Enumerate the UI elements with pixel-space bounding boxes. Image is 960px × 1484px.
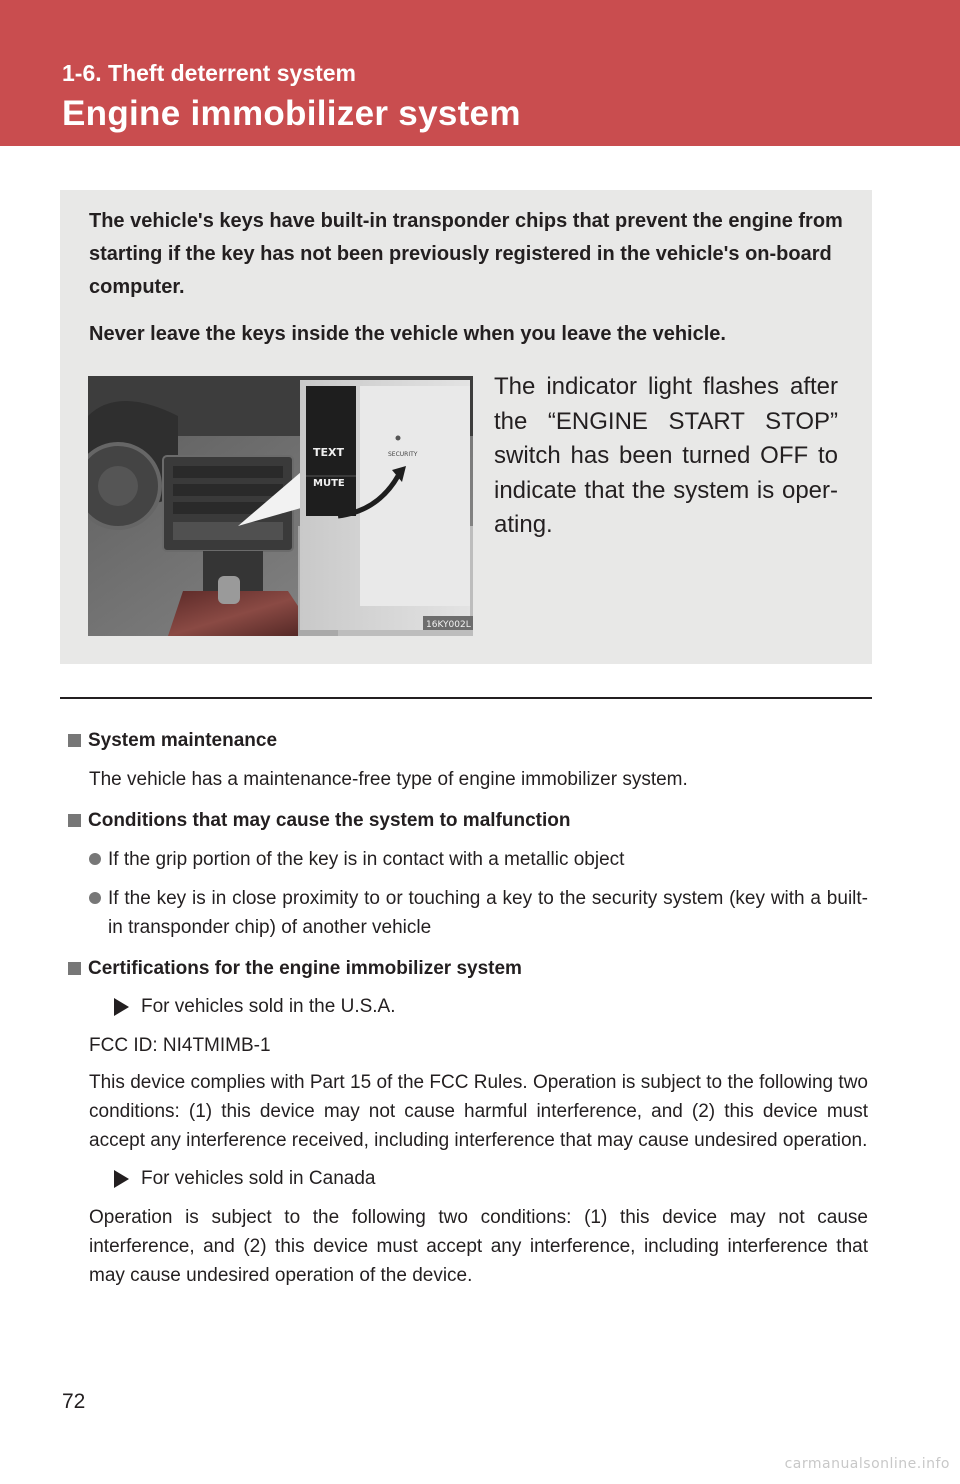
divider <box>60 697 872 699</box>
section-label: 1-6. Theft deterrent system <box>62 60 356 86</box>
page-number: 72 <box>62 1390 86 1413</box>
canada-compliance-text: Operation is subject to the following two conditions: (1) this device may not cause interference, and (2) this device must accept any interference, including interference that may cause undesired operation of the device. <box>89 1207 868 1286</box>
section-heading: System maintenance <box>88 730 278 751</box>
photo-label-text: TEXT <box>313 446 345 459</box>
indicator-caption: The indicator light flashes after the “ENGINE START STOP” switch has been turned OFF to indicate that the system is oper-ating. <box>494 373 838 538</box>
region-label: For vehicles sold in the U.S.A. <box>141 996 396 1017</box>
photo-code: 16KY002L <box>426 620 471 630</box>
list-item <box>89 845 868 874</box>
photo-label-security: SECURITY <box>388 451 418 458</box>
section-heading: Conditions that may cause the system to malfunction <box>88 810 571 831</box>
header-band <box>0 0 960 146</box>
section-heading: Certifications for the engine immobilizer system <box>88 958 522 979</box>
page-title: Engine immobilizer system <box>62 94 521 133</box>
arrow-right-icon <box>114 998 129 1016</box>
section-body: The vehicle has a maintenance-free type of engine immobilizer system. <box>89 769 688 790</box>
region-usa <box>114 992 868 1021</box>
region-label: For vehicles sold in Canada <box>141 1168 376 1189</box>
section-conditions <box>68 806 868 942</box>
list-item <box>89 884 868 942</box>
circle-bullet-icon <box>89 853 101 865</box>
content <box>68 726 868 1290</box>
section-certifications <box>68 954 868 1290</box>
region-canada <box>114 1164 868 1193</box>
watermark: carmanualsonline.info <box>784 1456 950 1472</box>
list-item-text: If the key is in close proximity to or touching a key to the security system (key with a built-in transponder chip) of another vehicle <box>108 888 868 938</box>
circle-bullet-icon <box>89 892 101 904</box>
intro-text: The vehicle's keys have built-in transponder chips that prevent the engine from starting if the key has not been previously registered in the vehicle's on-board computer. <box>89 210 843 298</box>
section-maintenance <box>68 726 868 794</box>
list-item-text: If the grip portion of the key is in contact with a metallic object <box>108 849 625 870</box>
usa-compliance-text: This device complies with Part 15 of the FCC Rules. Operation is subject to the following two conditions: (1) this device may not cause harmful interference, and (2) this device must accept any interference received, including interference that may cause undesired operation. <box>89 1072 868 1151</box>
square-bullet-icon <box>68 734 81 747</box>
square-bullet-icon <box>68 962 81 975</box>
warning-text: Never leave the keys inside the vehicle when you leave the vehicle. <box>89 323 726 345</box>
square-bullet-icon <box>68 814 81 827</box>
arrow-right-icon <box>114 1170 129 1188</box>
photo-label-mute: MUTE <box>313 478 345 489</box>
dashboard-photo <box>88 376 473 636</box>
fcc-id: FCC ID: NI4TMIMB-1 <box>89 1035 271 1056</box>
info-box <box>60 190 872 664</box>
